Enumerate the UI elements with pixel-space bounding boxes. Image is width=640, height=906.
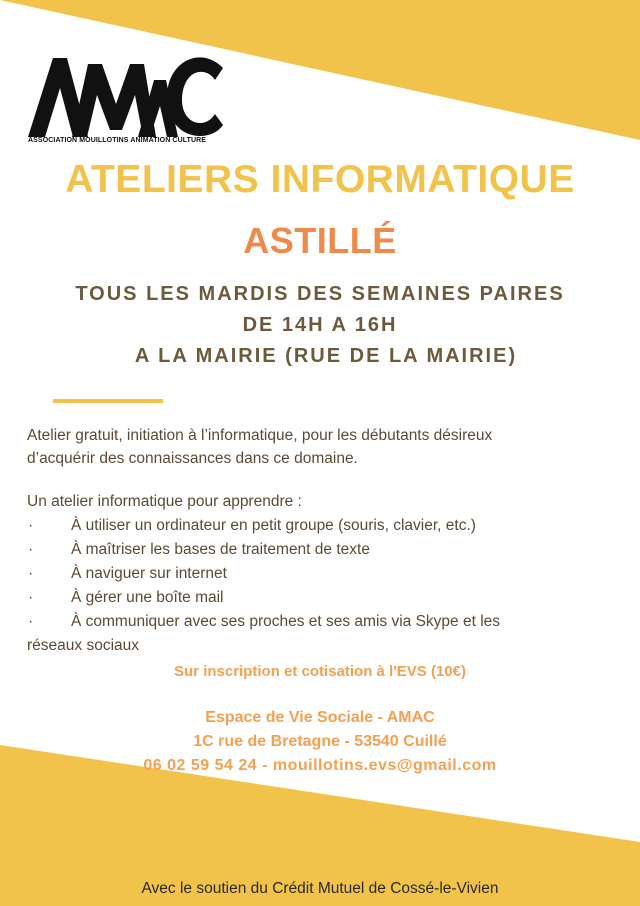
contact-phone-email: 06 02 59 54 24 - mouillotins.evs@gmail.com [143, 757, 497, 774]
list-item-text: À naviguer sur internet [71, 565, 227, 582]
learning-list [27, 514, 617, 658]
list-item-text: À utiliser un ordinateur en petit groupe (souris, clavier, etc.) [71, 517, 476, 534]
logo-tagline: ASSOCIATION MOUILLOTINS ANIMATION CULTURE [28, 137, 207, 144]
intro-line-2: d’acquérir des connaissances dans ce domaine. [27, 450, 358, 467]
list-item-text: À communiquer avec ses proches et ses amis via Skype et les [71, 613, 501, 630]
list-item [27, 538, 617, 562]
page-title: ATELIERS INFORMATIQUE [65, 158, 575, 201]
contact-name: Espace de Vie Sociale - AMAC [205, 709, 435, 726]
yellow-divider [53, 399, 163, 403]
intro-line-1: Atelier gratuit, initiation à l’informatique, pour les débutants désireux [27, 427, 493, 444]
list-item-text: À maîtriser les bases de traitement de texte [71, 541, 370, 558]
bullet-icon: · [28, 613, 34, 630]
bullet-icon: · [28, 565, 34, 582]
list-item-text: À gérer une boîte mail [71, 589, 224, 606]
list-item [27, 562, 617, 586]
contact-address: 1C rue de Bretagne - 53540 Cuillé [193, 733, 447, 750]
schedule-line-1: TOUS LES MARDIS DES SEMAINES PAIRES [75, 283, 565, 305]
schedule-line-2: DE 14H A 16H [242, 314, 398, 336]
learn-heading: Un atelier informatique pour apprendre : [27, 493, 302, 510]
bullet-icon: · [28, 541, 34, 558]
list-item [27, 610, 617, 658]
schedule-line-3: A LA MAIRIE (RUE DE LA MAIRIE) [134, 345, 518, 367]
list-item-continuation: réseaux sociaux [27, 637, 140, 654]
intro-paragraph [27, 424, 617, 470]
amac-logo [26, 50, 226, 150]
registration-note: Sur inscription et cotisation à l'EVS (10€) [174, 663, 466, 680]
bullet-icon: · [28, 517, 34, 534]
location-title: ASTILLÉ [243, 220, 397, 261]
list-item [27, 514, 617, 538]
list-item [27, 586, 617, 610]
sponsor-footer: Avec le soutien du Crédit Mutuel de Cossé-le-Vivien [141, 880, 499, 897]
bullet-icon: · [28, 589, 34, 606]
